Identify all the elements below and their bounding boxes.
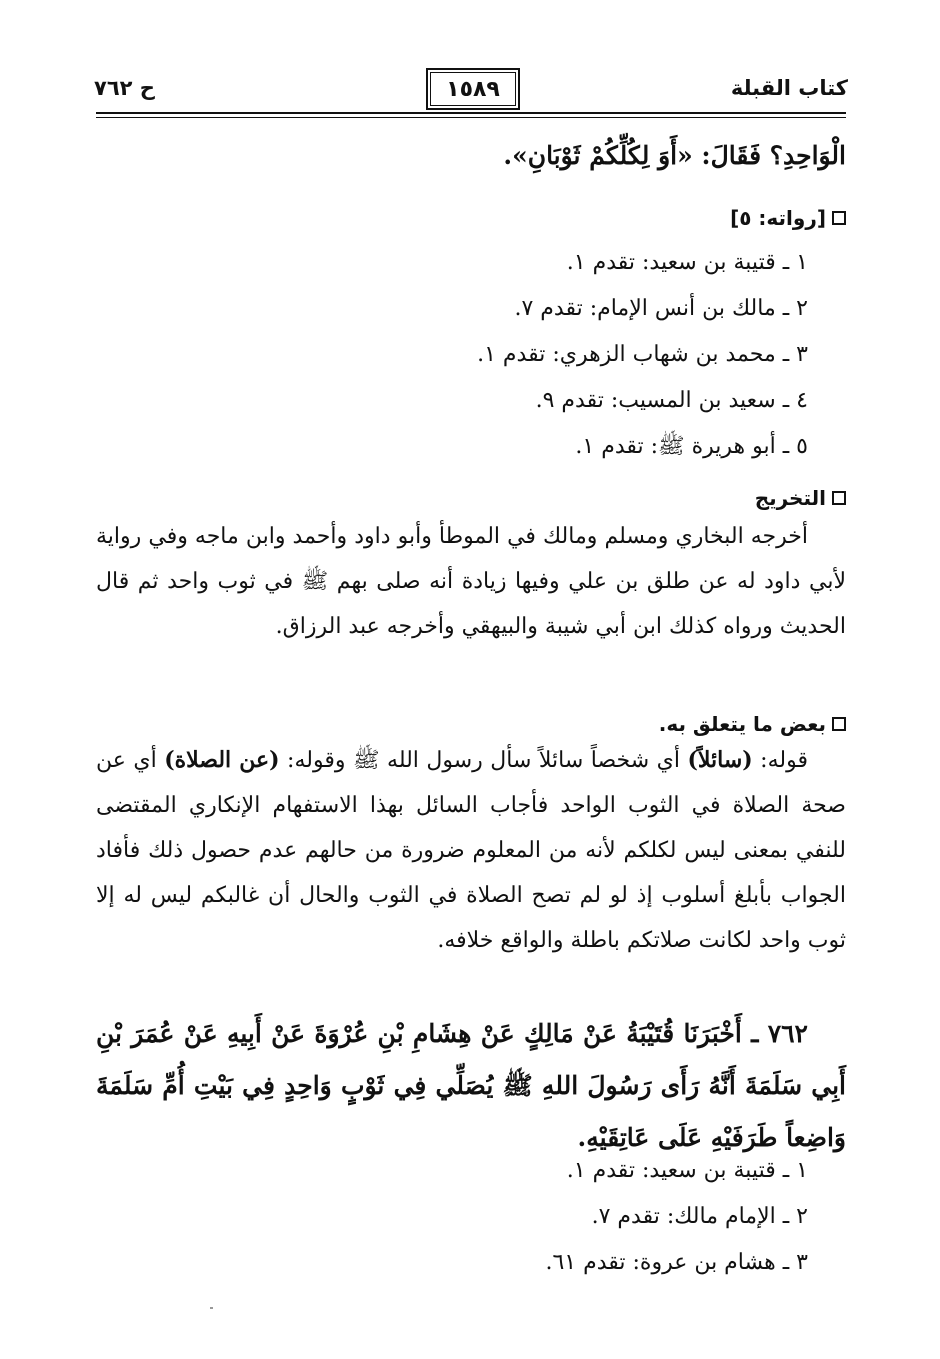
hadith-762-narrators bbox=[96, 1148, 846, 1286]
notes-mid: أي شخصاً سائلاً سأل رسول الله ﷺ وقوله: bbox=[279, 748, 688, 773]
list-item: ١ ـ قتيبة بن سعيد: تقدم ١. bbox=[566, 1158, 808, 1183]
square-bullet-icon bbox=[832, 491, 846, 505]
hadith-762-text: ٧٦٢ ـ أَخْبَرَنَا قُتَيْبَةُ عَنْ مَالِكٍ عَنْ هِشَامِ بْنِ عُرْوَةَ عَنْ أَبِيهِ عَنْ عُمَرَ بْنِ أَبِي سَلَمَةَ أَنَّهُ رَأَى رَسُولَ اللهِ ﷺ يُصَلِّي فِي ثَوْبٍ وَاحِدٍ فِي بَيْتِ أُمِّ سَلَمَةَ وَاضِعاً طَرَفَيْهِ عَلَى عَاتِقَيْهِ. bbox=[96, 1019, 846, 1152]
square-bullet-icon bbox=[832, 717, 846, 731]
section-heading bbox=[96, 712, 846, 736]
section-heading bbox=[96, 486, 846, 510]
list-item: ٣ ـ هشام بن عروة: تقدم ٦١. bbox=[545, 1250, 808, 1275]
hadith-continuation: الْوَاحِدِ؟ فَقَالَ: «أَوَ لِكُلِّكُمْ ثَوْبَانِ». bbox=[503, 141, 846, 170]
square-bullet-icon bbox=[832, 211, 846, 225]
section-heading-text: بعض ما يتعلق به. bbox=[658, 712, 826, 736]
notes-text bbox=[96, 738, 846, 963]
notes-intro: قوله: bbox=[752, 748, 808, 773]
section-heading bbox=[96, 206, 846, 230]
takhrij-text: أخرجه البخاري ومسلم ومالك في الموطأ وأبو داود وأحمد وابن ماجه وفي رواية لأبي داود له عن طلق بن علي وفيها زيادة أنه صلى بهم ﷺ في ثوب واحد ثم قال الحديث ورواه كذلك ابن أبي شيبة والبيهقي وأخرجه عبد الرزاق. bbox=[96, 524, 846, 639]
notes-section bbox=[96, 712, 846, 963]
hadith-reference: ح ٧٦٢ bbox=[94, 76, 155, 100]
scan-speck bbox=[210, 1307, 213, 1309]
notes-rest: أي عن صحة الصلاة في الثوب الواحد فأجاب السائل بهذا الاستفهام الإنكاري المقتضى للنفي بمعنى ليس لكلكم لأنه من المعلوم ضرورة من حالهم عدم حصول ذلك فأفاد الجواب بأبلغ أسلوب إذ لو لم تصح الصلاة في الثوب والحال أن غالبكم ليس له إلا ثوب واحد لكانت صلاتكم باطلة والواقع خلافه. bbox=[96, 748, 846, 953]
term-an-salah: (عن الصلاة) bbox=[164, 747, 280, 773]
global-number: ١٥٨٩ bbox=[446, 76, 500, 102]
list-item: ٢ ـ الإمام مالك: تقدم ٧. bbox=[591, 1204, 808, 1229]
list-item: ١ ـ قتيبة بن سعيد: تقدم ١. bbox=[566, 250, 808, 275]
narrators-section bbox=[96, 206, 846, 470]
list-item: ٥ ـ أبو هريرة ﷺ: تقدم ١. bbox=[575, 434, 808, 459]
header-rule bbox=[96, 112, 846, 114]
list-item: ٤ ـ سعيد بن المسيب: تقدم ٩. bbox=[535, 388, 808, 413]
header-rule-thin bbox=[96, 117, 846, 118]
section-heading-text: [رواته: ٥] bbox=[730, 206, 826, 230]
page-number-box bbox=[426, 68, 520, 110]
narrator-list bbox=[96, 240, 846, 470]
list-item: ٢ ـ مالك بن أنس الإمام: تقدم ٧. bbox=[514, 296, 808, 321]
term-saailan: (سائلاً) bbox=[687, 747, 753, 773]
takhrij-section bbox=[96, 486, 846, 649]
book-title: كتاب القبلة bbox=[730, 76, 848, 100]
list-item: ٣ ـ محمد بن شهاب الزهري: تقدم ١. bbox=[477, 342, 808, 367]
section-heading-text: التخريج bbox=[754, 486, 826, 510]
